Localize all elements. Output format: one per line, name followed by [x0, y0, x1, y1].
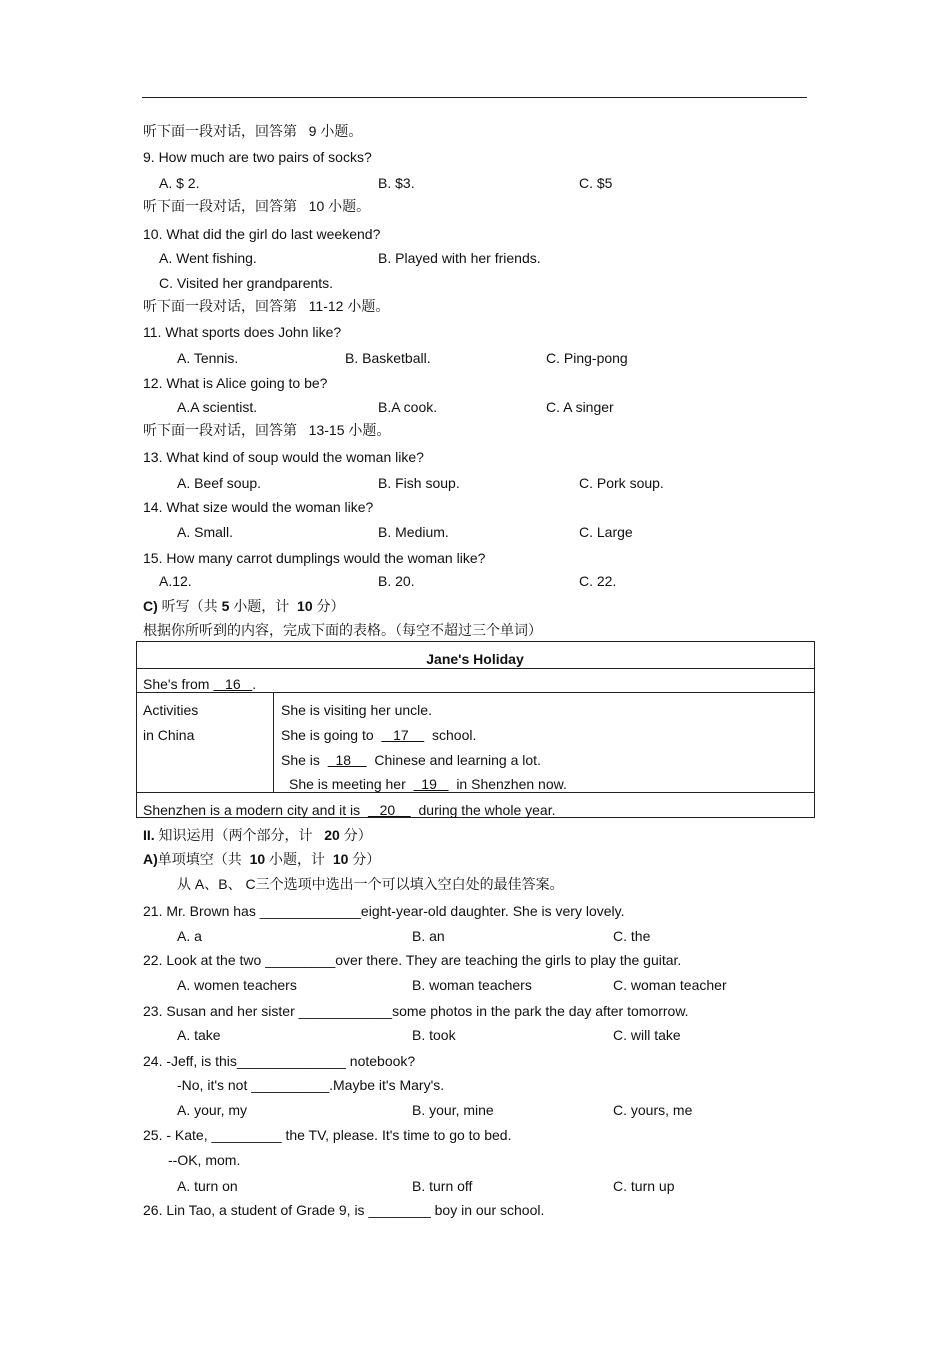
table-label-in-china: in China — [143, 727, 195, 743]
q22-option-b: B. woman teachers — [412, 977, 532, 993]
activity-1: She is visiting her uncle. — [281, 702, 432, 718]
question-11: 11. What sports does John like? — [143, 324, 342, 340]
table-divider — [136, 692, 814, 693]
intro-q11: 听下面一段对话，回答第 11-12 小题。 — [143, 298, 390, 314]
q12-option-a: A.A scientist. — [177, 399, 258, 415]
table-row-shenzhen: Shenzhen is a modern city and it is 20 during the whole year. — [143, 802, 556, 818]
table-label-activities: Activities — [143, 702, 199, 718]
blank-20: 20 — [367, 802, 411, 818]
question-14: 14. What size would the woman like? — [143, 499, 374, 515]
section-c-heading: C) 听写（共 5 小题，计 10 分） — [143, 598, 345, 614]
question-24: 24. -Jeff, is this______________ notebook? — [143, 1053, 416, 1069]
q12-option-b: B.A cook. — [378, 399, 438, 415]
q25-option-a: A. turn on — [177, 1178, 238, 1194]
q23-option-a: A. take — [177, 1027, 221, 1043]
q22-option-c: C. woman teacher — [613, 977, 727, 993]
q10-option-a: A. Went fishing. — [159, 250, 257, 266]
table-column-divider — [273, 692, 274, 792]
q24-option-b: B. your, mine — [412, 1102, 494, 1118]
q12-option-c: C. A singer — [546, 399, 614, 415]
q21-option-a: A. a — [177, 928, 202, 944]
q23-option-c: C. will take — [613, 1027, 681, 1043]
question-22: 22. Look at the two _________over there. They are teaching the girls to play the guitar. — [143, 952, 682, 968]
part-2a-instruction: 从 A、B、 C三个选项中选出一个可以填入空白处的最佳答案。 — [177, 876, 564, 892]
activity-3: She is 18 Chinese and learning a lot. — [281, 752, 541, 768]
q15-option-a: A.12. — [159, 573, 192, 589]
intro-q9: 听下面一段对话，回答第 9 小题。 — [143, 123, 363, 139]
question-25-reply: --OK, mom. — [168, 1152, 241, 1168]
activity-2: She is going to 17 school. — [281, 727, 477, 743]
section-c-instruction: 根据你所听到的内容，完成下面的表格。（每空不超过三个单词） — [143, 622, 542, 638]
q10-option-c: C. Visited her grandparents. — [159, 275, 334, 291]
q21-option-c: C. the — [613, 928, 651, 944]
blank-17: 17 — [381, 727, 425, 743]
q22-option-a: A. women teachers — [177, 977, 297, 993]
question-12: 12. What is Alice going to be? — [143, 375, 328, 391]
q15-option-c: C. 22. — [579, 573, 617, 589]
question-21: 21. Mr. Brown has _____________eight-year-old daughter. She is very lovely. — [143, 903, 625, 919]
table-title: Jane's Holiday — [426, 651, 524, 667]
q14-option-a: A. Small. — [177, 524, 234, 540]
q23-option-b: B. took — [412, 1027, 456, 1043]
q14-option-c: C. Large — [579, 524, 633, 540]
q15-option-b: B. 20. — [378, 573, 415, 589]
q11-option-a: A. Tennis. — [177, 350, 239, 366]
q9-option-c: C. $5 — [579, 175, 613, 191]
question-24-reply: -No, it's not __________.Maybe it's Mary's. — [177, 1077, 445, 1093]
question-13: 13. What kind of soup would the woman like? — [143, 449, 424, 465]
q25-option-b: B. turn off — [412, 1178, 473, 1194]
blank-18: 18 — [327, 752, 367, 768]
question-15: 15. How many carrot dumplings would the woman like? — [143, 550, 486, 566]
q9-option-a: A. $ 2. — [159, 175, 200, 191]
q24-option-a: A. your, my — [177, 1102, 248, 1118]
part-2a-heading: A)单项填空（共 10 小题，计 10 分） — [143, 851, 381, 867]
activity-4: She is meeting her 19 in Shenzhen now. — [289, 776, 567, 792]
q14-option-b: B. Medium. — [378, 524, 449, 540]
intro-q10: 听下面一段对话，回答第 10 小题。 — [143, 198, 371, 214]
intro-q13: 听下面一段对话，回答第 13-15 小题。 — [143, 422, 391, 438]
table-divider — [136, 668, 814, 669]
q9-option-b: B. $3. — [378, 175, 415, 191]
question-25: 25. - Kate, _________ the TV, please. It's time to go to bed. — [143, 1127, 512, 1143]
q11-option-b: B. Basketball. — [345, 350, 431, 366]
question-10: 10. What did the girl do last weekend? — [143, 226, 381, 242]
q11-option-c: C. Ping-pong — [546, 350, 628, 366]
q13-option-b: B. Fish soup. — [378, 475, 460, 491]
q10-option-b: B. Played with her friends. — [378, 250, 541, 266]
q21-option-b: B. an — [412, 928, 445, 944]
question-9: 9. How much are two pairs of socks? — [143, 149, 372, 165]
table-divider — [136, 792, 814, 793]
question-23: 23. Susan and her sister ____________some photos in the park the day after tomorrow. — [143, 1003, 689, 1019]
q13-option-a: A. Beef soup. — [177, 475, 262, 491]
blank-16: 16 — [213, 676, 253, 692]
part-2-heading: II. 知识运用（两个部分，计 20 分） — [143, 827, 372, 843]
table-row-from: She's from 16 . — [143, 676, 257, 692]
q24-option-c: C. yours, me — [613, 1102, 693, 1118]
blank-19: 19 — [413, 776, 449, 792]
question-26: 26. Lin Tao, a student of Grade 9, is ________ boy in our school. — [143, 1202, 545, 1218]
header-rule — [142, 97, 807, 98]
q13-option-c: C. Pork soup. — [579, 475, 664, 491]
q25-option-c: C. turn up — [613, 1178, 675, 1194]
